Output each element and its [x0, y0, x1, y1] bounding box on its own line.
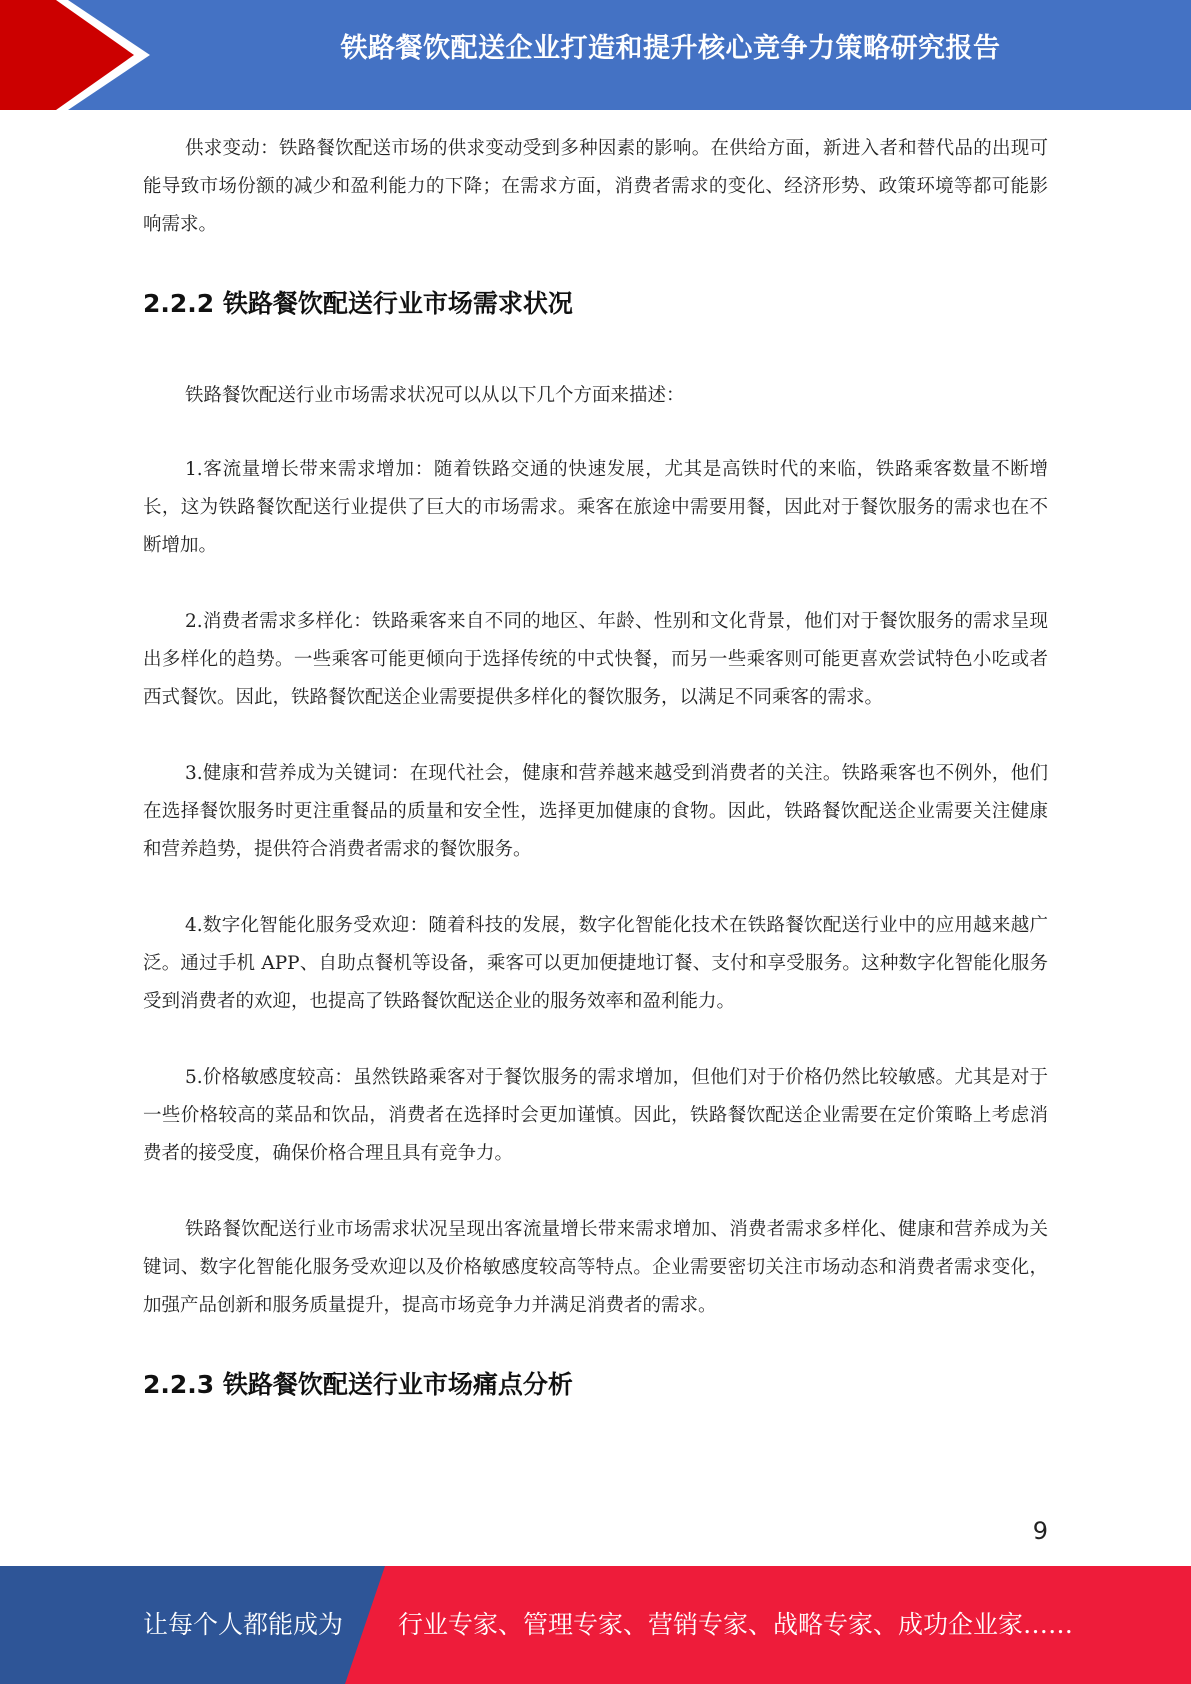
section-heading-2-2-3: 2.2.3 铁路餐饮配送行业市场痛点分析 — [143, 1370, 573, 1399]
page-header — [0, 0, 1191, 110]
page-footer — [0, 1566, 1191, 1684]
document-body — [143, 130, 1048, 1404]
paragraph-summary: 铁路餐饮配送行业市场需求状况呈现出客流量增长带来需求增加、消费者需求多样化、健康和营养成为关键词、数字化智能化服务受欢迎以及价格敏感度较高等特点。企业需要密切关注市场动态和消费者需求变化，加强产品创新和服务质量提升，提高市场竞争力并满足消费者的需求。 — [143, 1219, 1048, 1316]
paragraph-point-2: 2.消费者需求多样化：铁路乘客来自不同的地区、年龄、性别和文化背景，他们对于餐饮服务的需求呈现出多样化的趋势。一些乘客可能更倾向于选择传统的中式快餐，而另一些乘客则可能更喜欢尝试特色小吃或者西式餐饮。因此，铁路餐饮配送企业需要提供多样化的餐饮服务，以满足不同乘客的需求。 — [143, 611, 1048, 708]
paragraph-point-4: 4.数字化智能化服务受欢迎：随着科技的发展，数字化智能化技术在铁路餐饮配送行业中的应用越来越广泛。通过手机 APP、自助点餐机等设备，乘客可以更加便捷地订餐、支付和享受服务。这种数字化智能化服务受到消费者的欢迎，也提高了铁路餐饮配送企业的服务效率和盈利能力。 — [143, 915, 1048, 1012]
paragraph-point-3: 3.健康和营养成为关键词：在现代社会，健康和营养越来越受到消费者的关注。铁路乘客也不例外，他们在选择餐饮服务时更注重餐品的质量和安全性，选择更加健康的食物。因此，铁路餐饮配送企业需要关注健康和营养趋势，提供符合消费者需求的餐饮服务。 — [143, 763, 1048, 860]
footer-slogan-left: 让每个人都能成为 — [143, 1610, 344, 1639]
footer-slogan-right: 行业专家、管理专家、营销专家、战略专家、成功企业家…… — [398, 1610, 1074, 1639]
paragraph-demand-intro: 铁路餐饮配送行业市场需求状况可以从以下几个方面来描述： — [185, 385, 685, 406]
page-number: 9 — [1032, 1517, 1048, 1545]
header-title: 铁路餐饮配送企业打造和提升核心竞争力策略研究报告 — [340, 33, 1001, 64]
paragraph-supply-demand: 供求变动：铁路餐饮配送市场的供求变动受到多种因素的影响。在供给方面，新进入者和替代品的出现可能导致市场份额的减少和盈利能力的下降；在需求方面，消费者需求的变化、经济形势、政策环境等都可能影响需求。 — [143, 138, 1048, 235]
section-heading-2-2-2: 2.2.2 铁路餐饮配送行业市场需求状况 — [143, 289, 573, 318]
paragraph-point-5: 5.价格敏感度较高：虽然铁路乘客对于餐饮服务的需求增加，但他们对于价格仍然比较敏感。尤其是对于一些价格较高的菜品和饮品，消费者在选择时会更加谨慎。因此，铁路餐饮配送企业需要在定价策略上考虑消费者的接受度，确保价格合理且具有竞争力。 — [143, 1067, 1048, 1164]
paragraph-point-1: 1.客流量增长带来需求增加：随着铁路交通的快速发展，尤其是高铁时代的来临，铁路乘客数量不断增长，这为铁路餐饮配送行业提供了巨大的市场需求。乘客在旅途中需要用餐，因此对于餐饮服务的需求也在不断增加。 — [143, 459, 1048, 556]
